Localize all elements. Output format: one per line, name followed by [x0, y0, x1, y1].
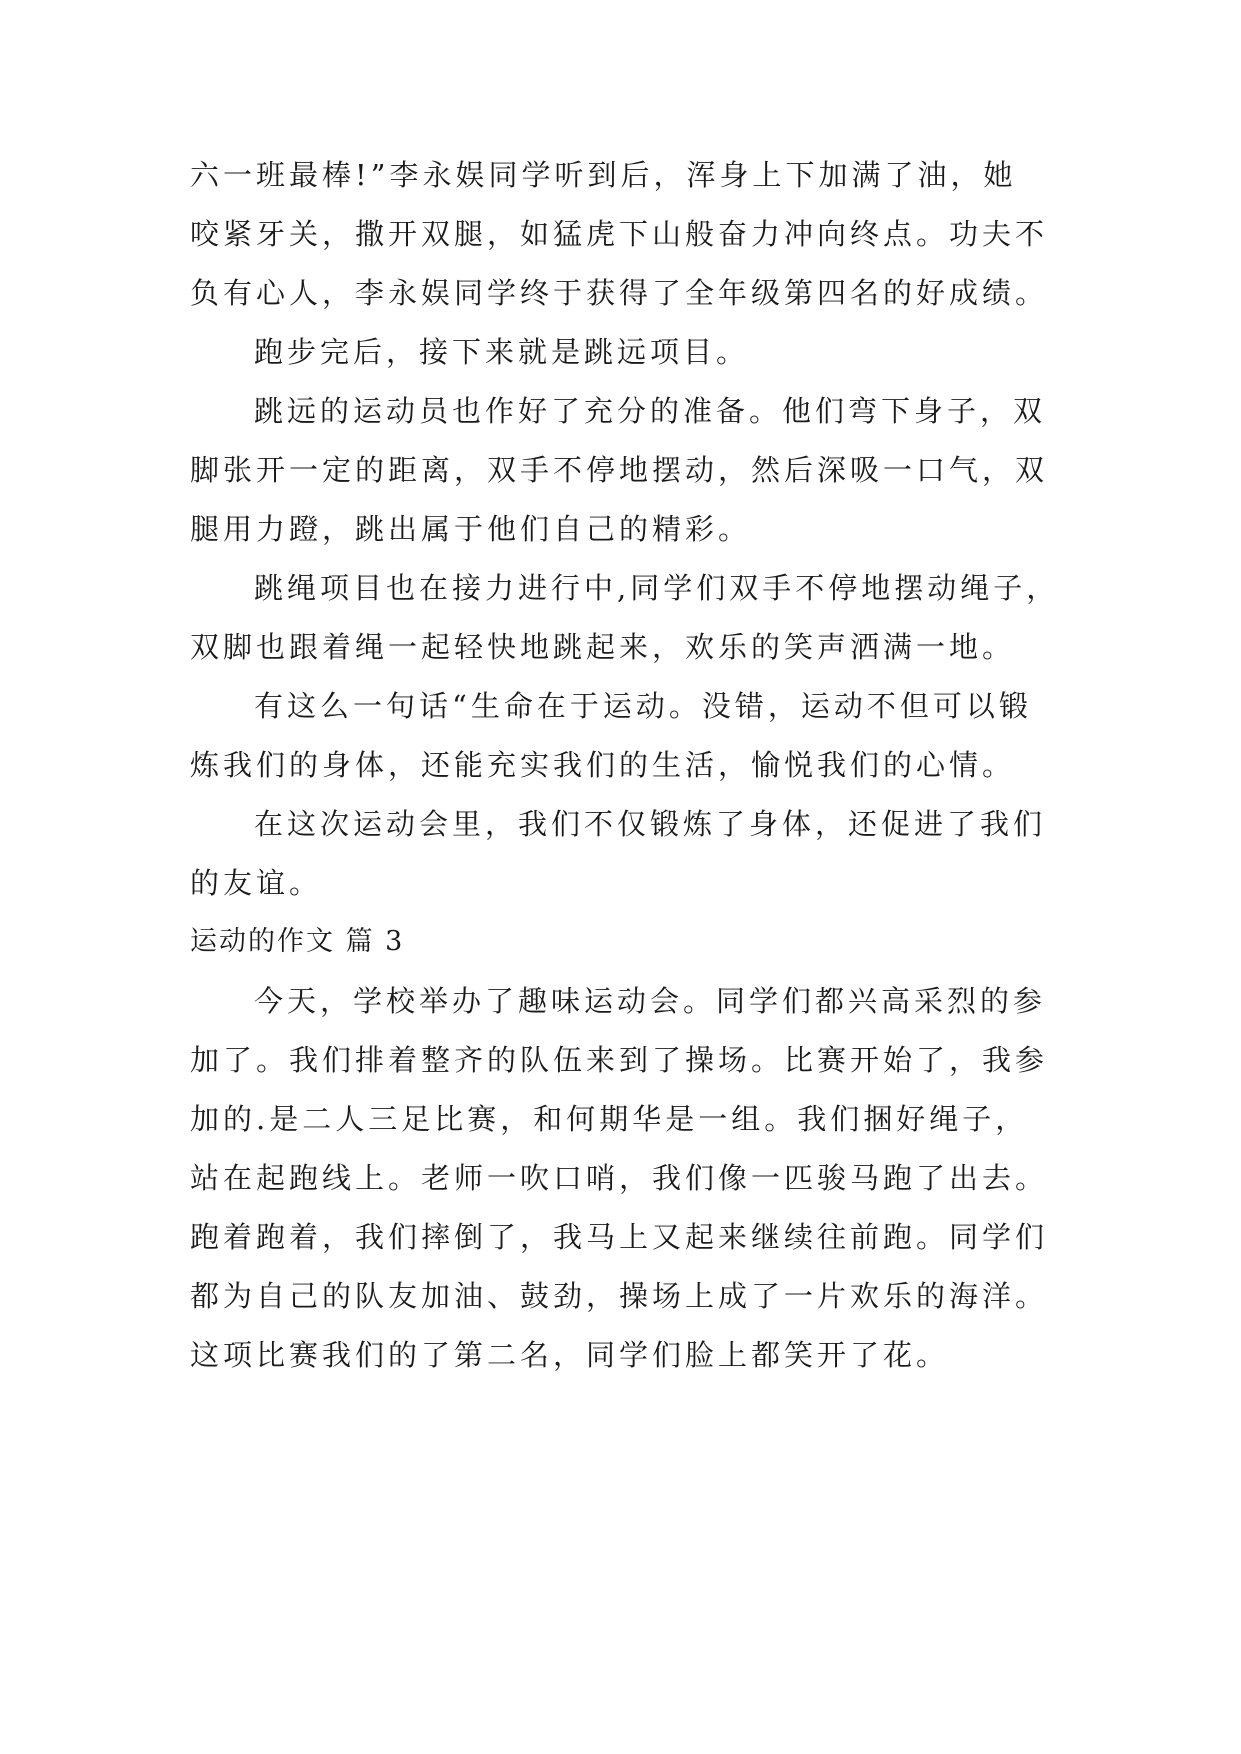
text-line: 双脚也跟着绳一起轻快地跳起来，欢乐的笑声洒满一地。: [190, 630, 1016, 664]
paragraph-first-line: 跳远的运动员也作好了充分的准备。他们弯下身子，双: [254, 394, 1047, 428]
text-line: 炼我们的身体，还能充实我们的生活，愉悦我们的心情。: [190, 748, 1016, 782]
paragraph-first-line: 有这么一句话“生命在于运动。没错，运动不但可以锻: [254, 689, 1032, 723]
paragraph-first-line: 今天，学校举办了趣味运动会。同学们都兴高采烈的参: [254, 984, 1047, 1018]
paragraph-first-line: 在这次运动会里，我们不仅锻炼了身体，还促进了我们: [254, 807, 1047, 841]
text-line: 加的.是二人三足比赛，和何期华是一组。我们捆好绳子，: [190, 1102, 1029, 1136]
paragraph-first-line: 跳绳项目也在接力进行中,同学们双手不停地摆动绳子，: [254, 571, 1060, 605]
text-line: 六一班最棒!”李永娱同学听到后，浑身上下加满了油，她: [190, 158, 1017, 192]
text-line: 站在起跑线上。老师一吹口哨，我们像一匹骏马跑了出去。: [190, 1161, 1049, 1195]
text-line: 负有心人，李永娱同学终于获得了全年级第四名的好成绩。: [190, 276, 1049, 310]
text-line: 这项比赛我们的了第二名，同学们脸上都笑开了花。: [190, 1338, 950, 1372]
text-line: 的友谊。: [190, 866, 323, 900]
text-line: 都为自己的队友加油、鼓劲，操场上成了一片欢乐的海洋。: [190, 1279, 1049, 1313]
section-heading: 运动的作文 篇 3: [190, 926, 405, 957]
paragraph-first-line: 跑步完后，接下来就是跳远项目。: [254, 335, 750, 369]
text-line: 腿用力蹬，跳出属于他们自己的精彩。: [190, 512, 752, 546]
text-line: 咬紧牙关，撒开双腿，如猛虎下山般奋力冲向终点。功夫不: [190, 217, 1049, 251]
text-line: 跑着跑着，我们摔倒了，我马上又起来继续往前跑。同学们: [190, 1220, 1049, 1254]
text-line: 加了。我们排着整齐的队伍来到了操场。比赛开始了，我参: [190, 1043, 1049, 1077]
text-line: 脚张开一定的距离，双手不停地摆动，然后深吸一口气，双: [190, 453, 1049, 487]
